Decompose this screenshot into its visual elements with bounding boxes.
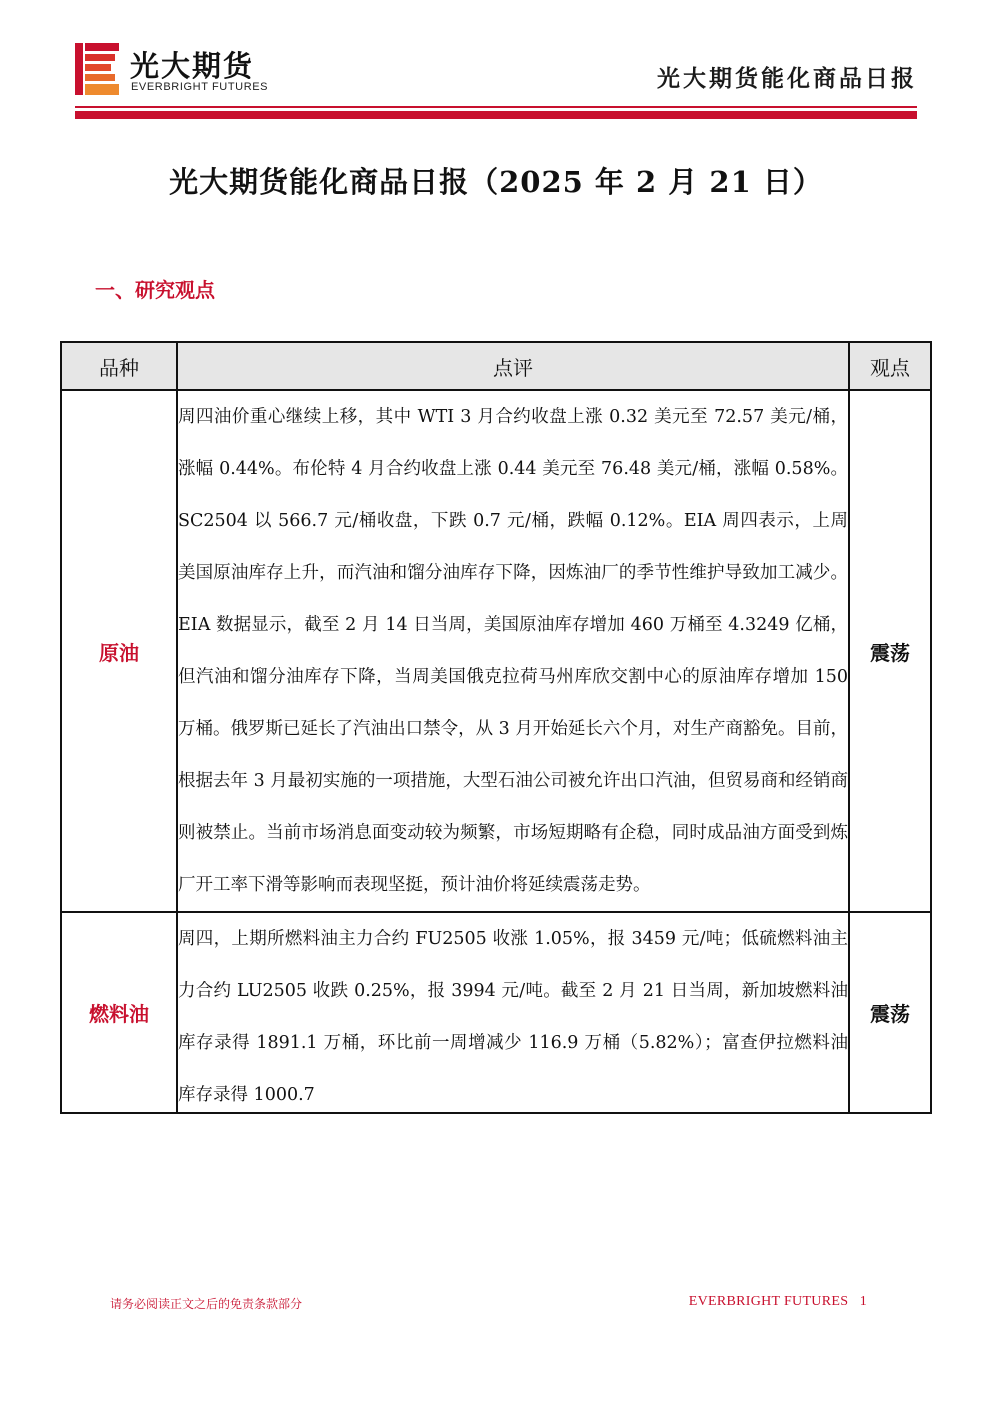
- document-title: 光大期货能化商品日报（2025 年 2 月 21 日）: [169, 165, 823, 199]
- comment-cell: [177, 912, 849, 1113]
- header-rule-thick: [75, 111, 917, 119]
- logo-english-name: EVERBRIGHT FUTURES: [131, 81, 269, 93]
- footer-disclaimer: 请务必阅读正文之后的免责条款部分: [110, 1297, 303, 1311]
- page-number: 1: [859, 1294, 867, 1309]
- comment-cell: 周四油价重心继续上移，其中 WTI 3 月合约收盘上涨 0.32 美元至 72.57 美元/桶，涨幅 0.44%。布伦特 4 月合约收盘上涨 0.44 美元至 76.48 美元/桶，涨幅 0.58%。SC2504 以 566.7 元/桶收盘，下跌 0.7 元/桶，跌幅 0.12%。EIA 周四表示，上周美国原油库存上升，而汽油和馏分油库存下降，因炼油厂的季节性维护导致加工减少。EIA 数据显示，截至 2 月 14 日当周，美国原油库存增加 460 万桶至 4.3249 亿桶，但汽油和馏分油库存下降，当周美国俄克拉荷马州库欣交割中心的原油库存增加 150 万桶。俄罗斯已延长了汽油出口禁令，从 3 月开始延长六个月，对生产商豁免。目前，根据去年 3 月最初实施的一项措施，大型石油公司被允许出口汽油，但贸易商和经销商则被禁止。当前市场消息面变动较为频繁，市场短期略有企稳，同时成品油方面受到炼厂开工率下滑等影响而表现坚挺，预计油价将延续震荡走势。: [177, 390, 849, 912]
- page-header: [0, 0, 992, 130]
- header-report-name: 光大期货能化商品日报: [657, 65, 917, 92]
- view-cell: 震荡: [849, 912, 931, 1113]
- comment-text: 周四，上期所燃料油主力合约 FU2505 收涨 1.05%，报 3459 元/吨；低硫燃料油主力合约 LU2505 收跌 0.25%，报 3994 元/吨。截至 2 月 21 日当周，新加坡燃料油库存录得 1891.1 万桶，环比前一周增减少 116.9 万桶（5.82%）；富查伊拉燃料油库存录得 1000.7: [178, 929, 848, 1105]
- everbright-logo-icon: [75, 43, 121, 95]
- table-row: [61, 390, 931, 912]
- table-header-row: [61, 342, 931, 390]
- research-view-table: [60, 341, 932, 1114]
- view-cell: 震荡: [849, 390, 931, 912]
- header-comment: 点评: [177, 342, 849, 390]
- header-view: 观点: [849, 342, 931, 390]
- variety-cell: 原油: [61, 390, 177, 912]
- footer-company-page: [689, 1294, 867, 1310]
- table-row: [61, 912, 931, 1113]
- variety-cell: 燃料油: [61, 912, 177, 1113]
- section-heading: 一、研究观点: [95, 278, 215, 302]
- logo-chinese-name: 光大期货: [130, 49, 255, 83]
- header-variety: 品种: [61, 342, 177, 390]
- header-rule-thin: [75, 106, 917, 108]
- footer-company: EVERBRIGHT FUTURES: [688, 1294, 849, 1309]
